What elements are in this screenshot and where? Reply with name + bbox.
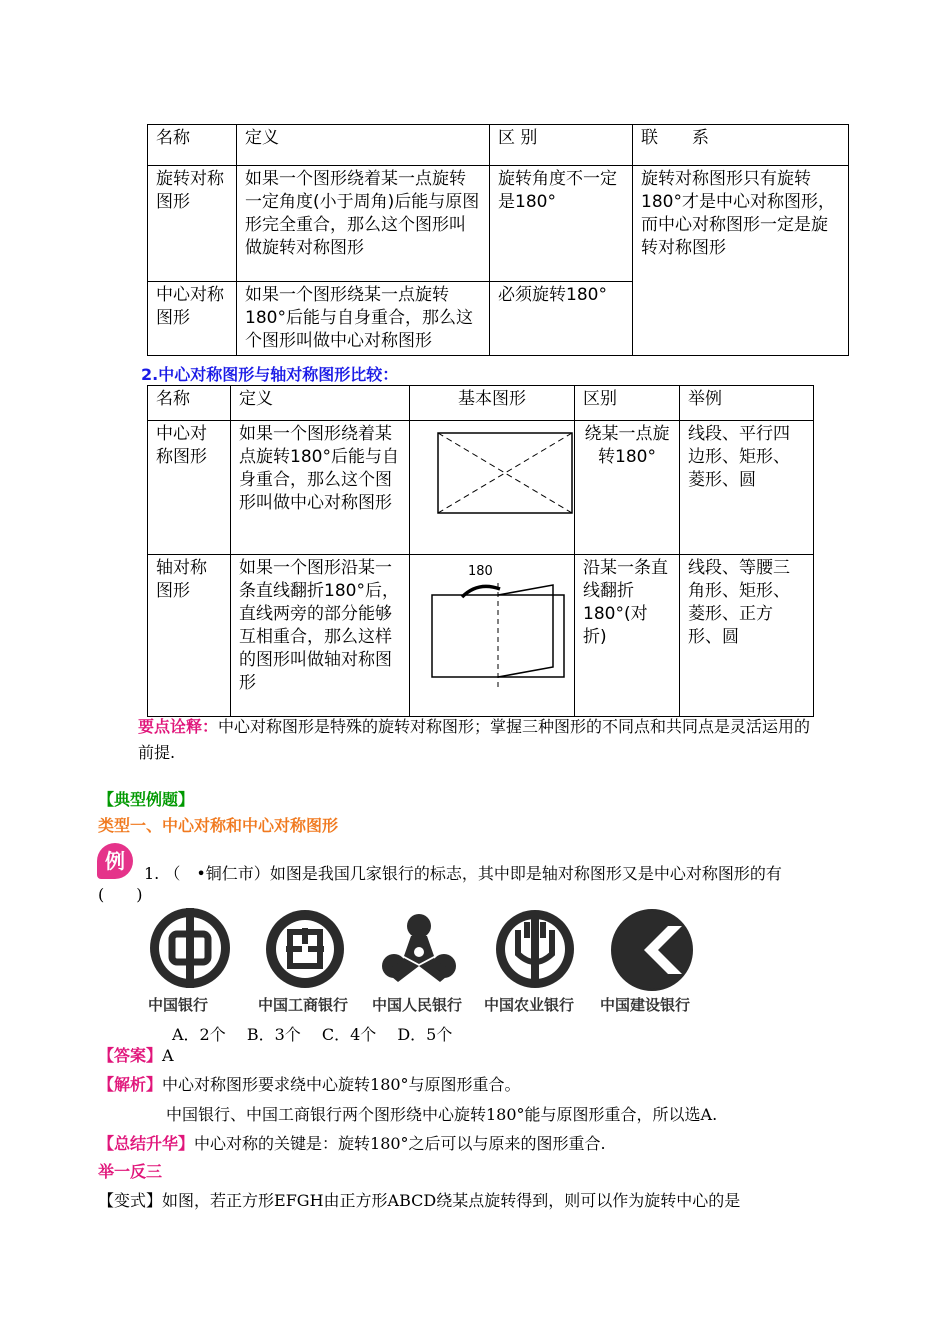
figure-axial-symmetry [410,555,575,717]
note-text: 中心对称图形是特殊的旋转对称图形；掌握三种图形的不同点和共同点是灵活运用的前提. [138,717,811,762]
rectangle-diagonals-figure [410,421,573,547]
cell-definition: 如果一个图形沿某一条直线翻折180°后，直线两旁的部分能够互相重合，那么这样的图形叫做轴对称图形 [231,555,410,717]
analysis-text: 中心对称图形要求绕中心旋转180°与原图形重合。 [162,1075,521,1094]
bank-logos [144,906,704,1026]
summary-text: 中心对称的关键是：旋转180°之后可以与原来的图形重合. [194,1134,606,1153]
bank-name: 中国银行 [148,996,209,1014]
header-definition: 定义 [237,125,490,166]
analysis-label: 【解析】 [98,1075,163,1094]
summary-label: 【总结升华】 [98,1134,195,1153]
question-source: （ •铜仁市） [164,864,270,883]
cell-difference: 绕某一点旋转180° [575,421,680,555]
cell-difference: 旋转角度不一定是180° [490,166,633,282]
type1-heading: 类型一、中心对称和中心对称图形 [98,816,339,835]
summary-line [98,1133,606,1155]
note-label: 要点诠释： [138,717,219,736]
variant-label: 【变式】 [98,1191,163,1210]
typical-examples-heading: 【典型例题】 [98,790,195,809]
figure-central-symmetry [410,421,575,555]
analysis-line2: 中国银行、中国工商银行两个图形绕中心旋转180°能与原图形重合，所以选A. [166,1105,718,1124]
cell-definition: 如果一个图形绕着某点旋转180°后能与自身重合，那么这个图形叫做中心对称图形 [231,421,410,555]
header-name: 名称 [148,386,231,421]
cell-examples: 线段、平行四边形、矩形、菱形、圆 [680,421,814,555]
cell-examples: 线段、等腰三角形、矩形、菱形、正方形、圆 [680,555,814,717]
bank-name: 中国建设银行 [600,996,691,1014]
table-rotation-comparison [147,124,849,356]
question-text [144,863,824,885]
bank-name: 中国农业银行 [484,996,575,1014]
cell-difference: 沿某一条直线翻折180°(对折) [575,555,680,717]
ccb-logo-icon [610,908,694,992]
figure-label: 180 [468,564,493,579]
header-examples: 举例 [680,386,814,421]
abc-logo-icon [494,908,576,990]
cell-definition: 如果一个图形绕某一点旋转180°后能与自身重合，那么这个图形叫做中心对称图形 [237,282,490,356]
bank-of-china-logo-icon [148,906,232,990]
cell-difference: 必须旋转180° [490,282,633,356]
answer-text: A [162,1046,174,1065]
question-number: 1. [144,864,160,883]
icbc-logo-icon [264,908,346,990]
variant-text: 如图，若正方形EFGH由正方形ABCD绕某点旋转得到，则可以作为旋转中心的是 [162,1191,741,1210]
cell-definition: 如果一个图形绕着某一点旋转一定角度(小于周角)后能与原图形完全重合，那么这个图形叫做旋转对称图形 [237,166,490,282]
table-symmetry-comparison [147,385,814,717]
header-difference: 区 别 [490,125,633,166]
variant-heading: 举一反三 [98,1162,163,1181]
header-difference: 区别 [575,386,680,421]
header-name: 名称 [148,125,237,166]
header-relation: 联 系 [633,125,849,166]
bank-name: 中国人民银行 [372,996,463,1014]
answer-line [98,1045,174,1067]
key-point-note [138,714,818,766]
cell-name: 轴对称图形 [148,555,231,717]
pboc-logo-icon [376,908,462,990]
cell-name: 旋转对称图形 [148,166,237,282]
header-figure: 基本图形 [410,386,575,421]
answer-options: A．2个 B．3个 C．4个 D．5个 [172,1025,453,1044]
cell-name: 中心对称图形 [148,282,237,356]
example-badge-icon: 例 [97,843,133,879]
variant-line [98,1190,818,1212]
cell-relation: 旋转对称图形只有旋转180°才是中心对称图形，而中心对称图形一定是旋转对称图形 [633,166,849,356]
question-blank: ( ) [98,885,143,904]
folded-rectangle-figure [410,555,573,709]
bank-name: 中国工商银行 [258,996,349,1014]
header-definition: 定义 [231,386,410,421]
section-title: 2.中心对称图形与轴对称图形比较： [141,365,399,384]
question-body: 如图是我国几家银行的标志，其中即是轴对称图形又是中心对称图形的有 [269,864,782,883]
analysis-line1 [98,1074,521,1096]
cell-name: 中心对称图形 [148,421,231,555]
answer-label: 【答案】 [98,1046,163,1065]
